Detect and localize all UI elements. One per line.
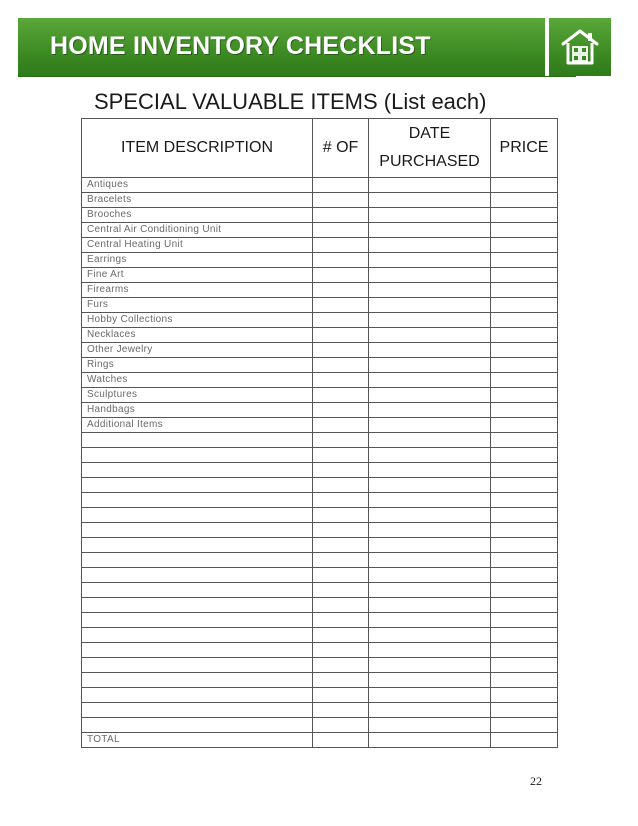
cell-price[interactable] <box>491 448 558 463</box>
cell-count[interactable] <box>313 628 369 643</box>
cell-price[interactable] <box>491 418 558 433</box>
table-row-blank <box>82 703 558 718</box>
table-row <box>82 238 558 253</box>
cell-item-description[interactable] <box>82 433 313 448</box>
cell-item-description: TOTAL <box>82 733 313 748</box>
cell-count[interactable] <box>313 493 369 508</box>
table-row <box>82 373 558 388</box>
cell-item-description: Antiques <box>82 178 313 193</box>
header-price: PRICE <box>491 119 558 178</box>
cell-date-purchased[interactable] <box>369 568 491 583</box>
table-header-row <box>82 119 558 178</box>
cell-price[interactable] <box>491 268 558 283</box>
banner-title: HOME INVENTORY CHECKLIST <box>50 32 431 60</box>
cell-price[interactable] <box>491 328 558 343</box>
cell-price[interactable] <box>491 343 558 358</box>
cell-date-purchased[interactable] <box>369 253 491 268</box>
cell-item-description[interactable] <box>82 718 313 733</box>
cell-price[interactable] <box>491 403 558 418</box>
table-row-blank <box>82 658 558 673</box>
cell-item-description[interactable] <box>82 478 313 493</box>
cell-item-description[interactable] <box>82 523 313 538</box>
cell-count[interactable] <box>313 238 369 253</box>
cell-item-description: Rings <box>82 358 313 373</box>
cell-count[interactable] <box>313 538 369 553</box>
cell-date-purchased[interactable] <box>369 613 491 628</box>
cell-count[interactable] <box>313 388 369 403</box>
cell-price[interactable] <box>491 568 558 583</box>
table-row <box>82 283 558 298</box>
cell-price[interactable] <box>491 703 558 718</box>
table-row-blank <box>82 568 558 583</box>
cell-date-purchased[interactable] <box>369 358 491 373</box>
cell-date-purchased[interactable] <box>369 523 491 538</box>
cell-item-description[interactable] <box>82 508 313 523</box>
table-row-blank <box>82 598 558 613</box>
table-row <box>82 403 558 418</box>
cell-item-description: Sculptures <box>82 388 313 403</box>
table-row <box>82 208 558 223</box>
cell-count[interactable] <box>313 418 369 433</box>
cell-item-description[interactable] <box>82 583 313 598</box>
cell-price[interactable] <box>491 598 558 613</box>
cell-date-purchased[interactable] <box>369 718 491 733</box>
cell-price[interactable] <box>491 688 558 703</box>
cell-count[interactable] <box>313 328 369 343</box>
table-row <box>82 358 558 373</box>
cell-item-description: Earrings <box>82 253 313 268</box>
cell-price[interactable] <box>491 313 558 328</box>
table-row <box>82 268 558 283</box>
table-row-blank <box>82 478 558 493</box>
cell-date-purchased[interactable] <box>369 538 491 553</box>
cell-item-description[interactable] <box>82 553 313 568</box>
cell-date-purchased[interactable] <box>369 238 491 253</box>
table-row-blank <box>82 523 558 538</box>
table-row <box>82 253 558 268</box>
cell-price[interactable] <box>491 733 558 748</box>
cell-count[interactable] <box>313 253 369 268</box>
cell-item-description[interactable] <box>82 688 313 703</box>
cell-item-description: Brooches <box>82 208 313 223</box>
cell-date-purchased[interactable] <box>369 223 491 238</box>
cell-count[interactable] <box>313 313 369 328</box>
table-row <box>82 313 558 328</box>
cell-price[interactable] <box>491 538 558 553</box>
table-row-total <box>82 733 558 748</box>
cell-date-purchased[interactable] <box>369 403 491 418</box>
cell-count[interactable] <box>313 508 369 523</box>
cell-date-purchased[interactable] <box>369 268 491 283</box>
cell-price[interactable] <box>491 433 558 448</box>
cell-date-purchased[interactable] <box>369 433 491 448</box>
cell-count[interactable] <box>313 643 369 658</box>
cell-count[interactable] <box>313 403 369 418</box>
cell-count[interactable] <box>313 283 369 298</box>
cell-price[interactable] <box>491 643 558 658</box>
cell-date-purchased[interactable] <box>369 373 491 388</box>
cell-price[interactable] <box>491 613 558 628</box>
cell-item-description: Additional Items <box>82 418 313 433</box>
cell-price[interactable] <box>491 283 558 298</box>
cell-count[interactable] <box>313 478 369 493</box>
cell-count[interactable] <box>313 688 369 703</box>
table-row-blank <box>82 583 558 598</box>
cell-date-purchased[interactable] <box>369 658 491 673</box>
cell-date-purchased[interactable] <box>369 208 491 223</box>
cell-item-description: Firearms <box>82 283 313 298</box>
cell-price[interactable] <box>491 523 558 538</box>
cell-date-purchased[interactable] <box>369 553 491 568</box>
cell-date-purchased[interactable] <box>369 628 491 643</box>
cell-count[interactable] <box>313 208 369 223</box>
cell-price[interactable] <box>491 358 558 373</box>
cell-date-purchased[interactable] <box>369 733 491 748</box>
table-row <box>82 418 558 433</box>
house-icon <box>560 27 600 67</box>
cell-item-description: Handbags <box>82 403 313 418</box>
cell-date-purchased[interactable] <box>369 388 491 403</box>
cell-date-purchased[interactable] <box>369 178 491 193</box>
cell-count[interactable] <box>313 448 369 463</box>
cell-date-purchased[interactable] <box>369 598 491 613</box>
cell-item-description: Necklaces <box>82 328 313 343</box>
cell-count[interactable] <box>313 703 369 718</box>
table-row-blank <box>82 718 558 733</box>
cell-price[interactable] <box>491 388 558 403</box>
cell-date-purchased[interactable] <box>369 343 491 358</box>
cell-count[interactable] <box>313 568 369 583</box>
cell-date-purchased[interactable] <box>369 703 491 718</box>
cell-date-purchased[interactable] <box>369 673 491 688</box>
cell-price[interactable] <box>491 253 558 268</box>
table-row-blank <box>82 553 558 568</box>
cell-item-description[interactable] <box>82 703 313 718</box>
cell-date-purchased[interactable] <box>369 328 491 343</box>
cell-item-description[interactable] <box>82 568 313 583</box>
cell-count[interactable] <box>313 523 369 538</box>
cell-item-description[interactable] <box>82 673 313 688</box>
cell-date-purchased[interactable] <box>369 283 491 298</box>
cell-count[interactable] <box>313 298 369 313</box>
logo-box <box>549 18 611 76</box>
cell-price[interactable] <box>491 673 558 688</box>
table-row-blank <box>82 538 558 553</box>
cell-price[interactable] <box>491 628 558 643</box>
cell-item-description[interactable] <box>82 613 313 628</box>
cell-date-purchased[interactable] <box>369 508 491 523</box>
header-date-line1: DATE <box>408 125 451 142</box>
title-banner <box>18 18 576 77</box>
cell-item-description: Central Air Conditioning Unit <box>82 223 313 238</box>
cell-date-purchased[interactable] <box>369 313 491 328</box>
cell-item-description[interactable] <box>82 598 313 613</box>
cell-item-description: Bracelets <box>82 193 313 208</box>
cell-count[interactable] <box>313 718 369 733</box>
cell-date-purchased[interactable] <box>369 463 491 478</box>
table-row-blank <box>82 463 558 478</box>
cell-count[interactable] <box>313 463 369 478</box>
cell-date-purchased[interactable] <box>369 493 491 508</box>
cell-item-description: Furs <box>82 298 313 313</box>
header-date-purchased <box>369 119 491 178</box>
cell-count[interactable] <box>313 553 369 568</box>
header-count: # OF <box>313 119 369 178</box>
cell-count[interactable] <box>313 733 369 748</box>
table-row <box>82 343 558 358</box>
header-date-line2: PURCHASED <box>379 153 480 170</box>
section-title: SPECIAL VALUABLE ITEMS (List each) <box>94 89 487 114</box>
cell-price[interactable] <box>491 463 558 478</box>
cell-price[interactable] <box>491 553 558 568</box>
cell-item-description: Central Heating Unit <box>82 238 313 253</box>
cell-price[interactable] <box>491 658 558 673</box>
cell-price[interactable] <box>491 238 558 253</box>
cell-date-purchased[interactable] <box>369 193 491 208</box>
page-number: 22 <box>530 774 542 788</box>
cell-date-purchased[interactable] <box>369 418 491 433</box>
header-item-description: ITEM DESCRIPTION <box>82 119 313 178</box>
cell-count[interactable] <box>313 193 369 208</box>
cell-price[interactable] <box>491 718 558 733</box>
cell-price[interactable] <box>491 193 558 208</box>
cell-count[interactable] <box>313 658 369 673</box>
cell-count[interactable] <box>313 373 369 388</box>
cell-date-purchased[interactable] <box>369 583 491 598</box>
cell-count[interactable] <box>313 223 369 238</box>
cell-price[interactable] <box>491 478 558 493</box>
table-row-blank <box>82 643 558 658</box>
table-row-blank <box>82 448 558 463</box>
cell-price[interactable] <box>491 223 558 238</box>
inventory-table <box>81 118 558 748</box>
cell-item-description[interactable] <box>82 448 313 463</box>
cell-item-description[interactable] <box>82 643 313 658</box>
cell-item-description: Hobby Collections <box>82 313 313 328</box>
cell-count[interactable] <box>313 343 369 358</box>
cell-date-purchased[interactable] <box>369 643 491 658</box>
cell-count[interactable] <box>313 598 369 613</box>
table-row-blank <box>82 508 558 523</box>
cell-date-purchased[interactable] <box>369 478 491 493</box>
cell-item-description: Other Jewelry <box>82 343 313 358</box>
cell-item-description[interactable] <box>82 658 313 673</box>
cell-item-description[interactable] <box>82 628 313 643</box>
table-row <box>82 328 558 343</box>
table-row <box>82 223 558 238</box>
table-row-blank <box>82 613 558 628</box>
cell-count[interactable] <box>313 613 369 628</box>
cell-count[interactable] <box>313 433 369 448</box>
cell-count[interactable] <box>313 358 369 373</box>
cell-price[interactable] <box>491 583 558 598</box>
table-row-blank <box>82 433 558 448</box>
cell-count[interactable] <box>313 178 369 193</box>
cell-date-purchased[interactable] <box>369 688 491 703</box>
table-row <box>82 388 558 403</box>
table-row-blank <box>82 688 558 703</box>
cell-item-description[interactable] <box>82 538 313 553</box>
cell-count[interactable] <box>313 268 369 283</box>
cell-price[interactable] <box>491 298 558 313</box>
table-row-blank <box>82 493 558 508</box>
table-row <box>82 193 558 208</box>
cell-price[interactable] <box>491 508 558 523</box>
table-row <box>82 178 558 193</box>
table-row-blank <box>82 628 558 643</box>
cell-count[interactable] <box>313 673 369 688</box>
cell-item-description: Watches <box>82 373 313 388</box>
table-row-blank <box>82 673 558 688</box>
cell-count[interactable] <box>313 583 369 598</box>
cell-price[interactable] <box>491 493 558 508</box>
cell-item-description[interactable] <box>82 493 313 508</box>
cell-price[interactable] <box>491 373 558 388</box>
cell-item-description[interactable] <box>82 463 313 478</box>
table-row <box>82 298 558 313</box>
cell-price[interactable] <box>491 208 558 223</box>
cell-item-description: Fine Art <box>82 268 313 283</box>
table-body <box>82 178 558 748</box>
cell-date-purchased[interactable] <box>369 298 491 313</box>
cell-price[interactable] <box>491 178 558 193</box>
cell-date-purchased[interactable] <box>369 448 491 463</box>
